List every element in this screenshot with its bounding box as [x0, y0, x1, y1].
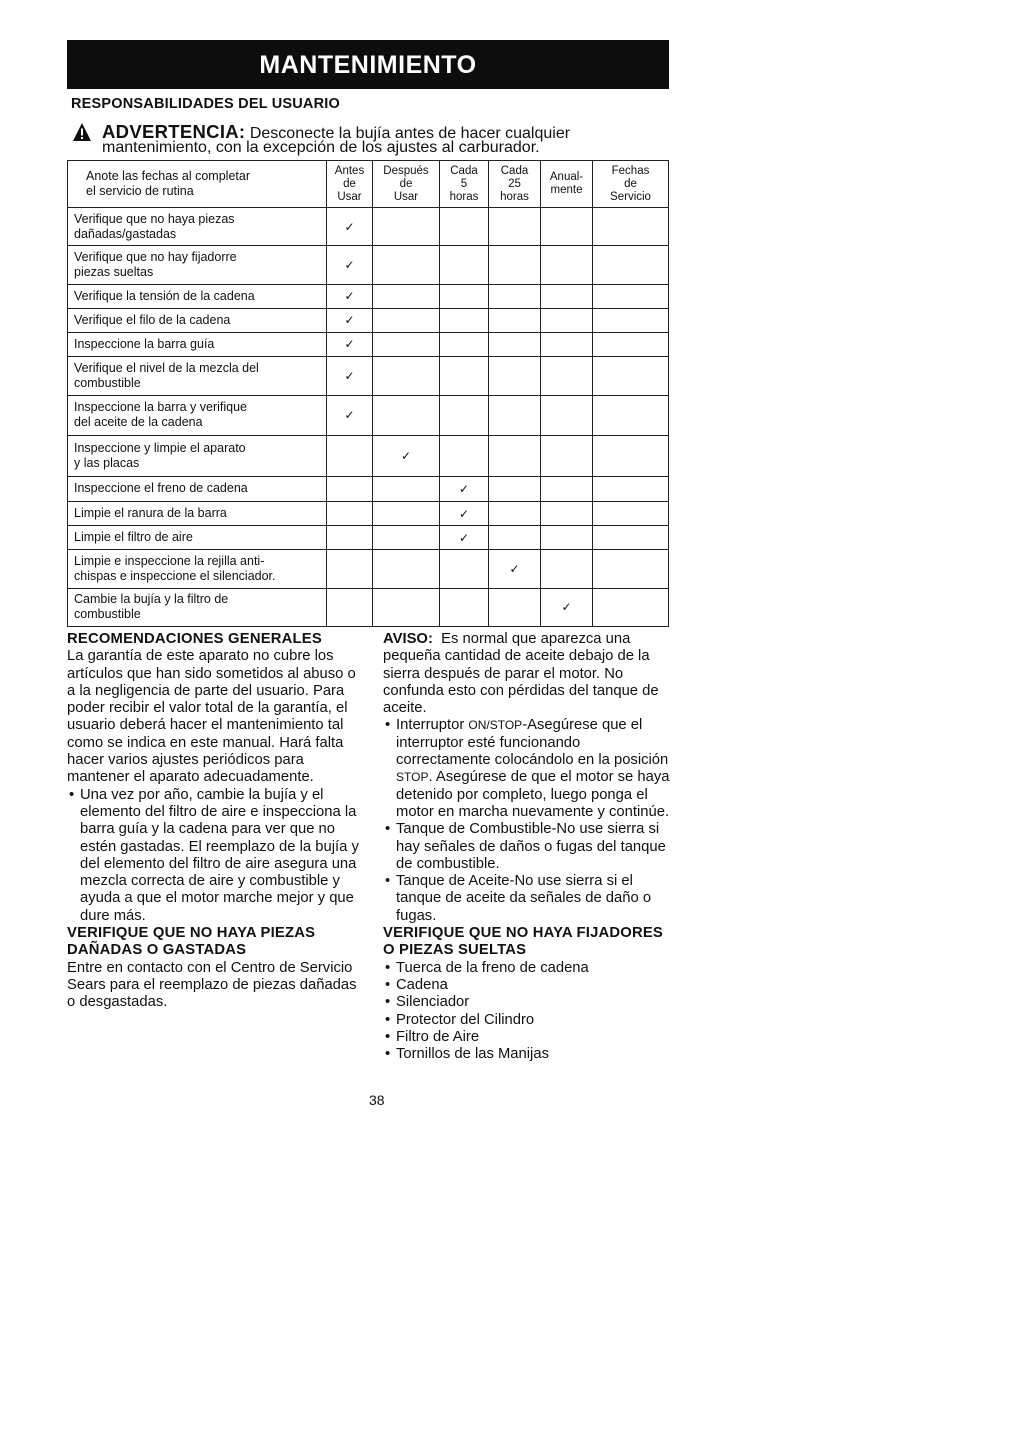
schedule-cell [541, 246, 593, 284]
schedule-cell [593, 396, 669, 435]
table-row [68, 308, 669, 332]
schedule-cell [373, 396, 440, 435]
column-header: Anual- mente [541, 161, 593, 208]
schedule-cell [541, 396, 593, 435]
checkmark-icon: ✓ [561, 600, 572, 615]
task-cell: Inspeccione la barra y verifique del aceite de la cadena [68, 396, 327, 435]
schedule-cell [541, 476, 593, 501]
loose-parts-heading: VERIFIQUE QUE NO HAYA FIJADORES O PIEZAS SUELTAS [383, 925, 663, 959]
schedule-cell [440, 588, 489, 626]
schedule-cell [327, 502, 373, 526]
schedule-cell [541, 550, 593, 588]
schedule-cell [327, 332, 373, 356]
schedule-cell [440, 526, 489, 550]
schedule-cell [593, 588, 669, 626]
schedule-cell [593, 246, 669, 284]
table-row [68, 396, 669, 435]
checkmark-icon: ✓ [344, 313, 355, 328]
loose-parts-list [383, 960, 675, 1064]
schedule-cell [440, 357, 489, 396]
schedule-cell [373, 526, 440, 550]
checkmark-icon: ✓ [344, 408, 355, 423]
schedule-cell [440, 308, 489, 332]
schedule-cell [489, 284, 541, 308]
left-column [67, 631, 359, 1012]
responsibilities-heading: RESPONSABILIDADES DEL USUARIO [71, 96, 340, 112]
schedule-cell [327, 526, 373, 550]
schedule-cell [541, 435, 593, 476]
schedule-cell [541, 208, 593, 246]
list-item: • Silenciador [383, 994, 675, 1011]
schedule-cell [373, 435, 440, 476]
schedule-cell [327, 588, 373, 626]
table-row [68, 357, 669, 396]
schedule-cell [327, 476, 373, 501]
schedule-cell [593, 502, 669, 526]
schedule-cell [327, 308, 373, 332]
list-item: • Una vez por año, cambie la bujía y el elemento del filtro de aire e inspecciona la barra guía y la cadena para ver que no estén gastadas. El reemplazo de la bujía y del elemento del filtro de aire asegura una mezcla correcta de aire y combustible y ayuda a que el motor marche mejor y que dure más. [67, 787, 359, 925]
schedule-cell [440, 502, 489, 526]
task-cell: Limpie e inspeccione la rejilla anti- chispas e inspeccione el silenciador. [68, 550, 327, 588]
schedule-cell [373, 357, 440, 396]
task-cell: Inspeccione el freno de cadena [68, 476, 327, 501]
table-row [68, 246, 669, 284]
maintenance-schedule-table [67, 160, 669, 627]
schedule-cell [593, 526, 669, 550]
schedule-cell [373, 308, 440, 332]
task-cell: Inspeccione la barra guía [68, 332, 327, 356]
schedule-cell [593, 550, 669, 588]
schedule-cell [327, 550, 373, 588]
damaged-parts-text: Entre en contacto con el Centro de Servicio Sears para el reemplazo de piezas dañadas o desgastadas. [67, 959, 357, 1011]
schedule-cell [489, 332, 541, 356]
checkmark-icon: ✓ [509, 562, 520, 577]
schedule-cell [327, 246, 373, 284]
schedule-cell [541, 526, 593, 550]
table-row [68, 476, 669, 501]
column-header: Fechas de Servicio [593, 161, 669, 208]
schedule-cell [440, 284, 489, 308]
task-cell: Limpie el ranura de la barra [68, 502, 327, 526]
schedule-cell [373, 550, 440, 588]
schedule-cell [327, 435, 373, 476]
list-item: • Protector del Cilindro [383, 1012, 675, 1029]
list-item: • Tornillos de las Manijas [383, 1046, 675, 1063]
warning-label: ADVERTENCIA: [102, 121, 246, 142]
schedule-cell [489, 246, 541, 284]
schedule-cell [593, 284, 669, 308]
checkmark-icon: ✓ [344, 289, 355, 304]
page-title: MANTENIMIENTO [67, 40, 669, 89]
table-row [68, 526, 669, 550]
schedule-cell [373, 476, 440, 501]
checkmark-icon: ✓ [344, 337, 355, 352]
notice-paragraph [383, 631, 675, 717]
schedule-cell [541, 332, 593, 356]
schedule-cell [541, 284, 593, 308]
schedule-cell [489, 588, 541, 626]
list-item: • Interruptor ON/STOP-Asegúrese que el interruptor esté funcionando correctamente colocándolo en la posición STOP. Asegúrese de que el motor se haya detenido por completo, luego ponga el motor en marcha nuevamente y continúe. [383, 717, 675, 821]
checkmark-icon: ✓ [344, 219, 355, 234]
task-column-header: Anote las fechas al completar el servicio de rutina [68, 161, 327, 208]
task-cell: Verifique el filo de la cadena [68, 308, 327, 332]
right-column [383, 631, 675, 1063]
schedule-cell [593, 332, 669, 356]
schedule-cell [440, 246, 489, 284]
task-cell: Limpie el filtro de aire [68, 526, 327, 550]
schedule-cell [541, 357, 593, 396]
schedule-cell [327, 208, 373, 246]
list-item: • Filtro de Aire [383, 1029, 675, 1046]
page-number: 38 [369, 1092, 385, 1108]
schedule-cell [489, 308, 541, 332]
table-row [68, 435, 669, 476]
schedule-cell [489, 357, 541, 396]
column-header: Después de Usar [373, 161, 440, 208]
schedule-cell [489, 502, 541, 526]
schedule-cell [373, 284, 440, 308]
schedule-cell [593, 208, 669, 246]
schedule-cell [327, 284, 373, 308]
table-row [68, 208, 669, 246]
schedule-cell [373, 246, 440, 284]
schedule-cell [327, 357, 373, 396]
schedule-cell [440, 476, 489, 501]
checkmark-icon: ✓ [400, 448, 412, 463]
schedule-cell [541, 588, 593, 626]
checkmark-icon: ✓ [458, 481, 470, 496]
schedule-cell [373, 332, 440, 356]
schedule-cell [440, 396, 489, 435]
list-item: • Tanque de Combustible-No use sierra si hay señales de daños o fugas del tanque de combustible. [383, 821, 675, 873]
table-row [68, 550, 669, 588]
checkmark-icon: ✓ [344, 369, 355, 384]
schedule-cell [373, 588, 440, 626]
notice-label: AVISO: [383, 631, 433, 647]
general-recommendations-text: La garantía de este aparato no cubre los artículos que han sido sometidos al abuso o a la negligencia de parte del usuario. Para poder recibir el valor total de la garantía, el usuario deberá hacer el mantenimiento tal como se indica en este manual. Hará falta hacer varios ajustes periódicos para mantener el aparato adecuadamente. [67, 648, 356, 786]
schedule-cell [373, 502, 440, 526]
list-item: • Tuerca de la freno de cadena [383, 960, 675, 977]
table-row [68, 332, 669, 356]
task-cell: Verifique el nivel de la mezcla del combustible [68, 357, 327, 396]
schedule-cell [440, 208, 489, 246]
damaged-parts-heading: VERIFIQUE QUE NO HAYA PIEZAS DAÑADAS O GASTADAS [67, 925, 316, 959]
schedule-cell [489, 208, 541, 246]
checkmark-icon: ✓ [458, 506, 470, 521]
schedule-cell [593, 435, 669, 476]
schedule-cell [327, 396, 373, 435]
table-row [68, 502, 669, 526]
task-cell: Verifique la tensión de la cadena [68, 284, 327, 308]
schedule-cell [489, 396, 541, 435]
schedule-cell [541, 502, 593, 526]
checkmark-icon: ✓ [344, 257, 355, 272]
warning-text-2: mantenimiento, con la excepción de los ajustes al carburador. [102, 139, 540, 156]
list-item: • Cadena [383, 977, 675, 994]
notice-text: Es normal que aparezca una pequeña cantidad de aceite debajo de la sierra después de parar el motor. No confunda esto con pérdidas del tanque de aceite. [383, 631, 659, 717]
task-cell: Cambie la bujía y la filtro de combustible [68, 588, 327, 626]
schedule-cell [593, 476, 669, 501]
schedule-cell [373, 208, 440, 246]
column-header: Cada 25 horas [489, 161, 541, 208]
schedule-cell [440, 332, 489, 356]
warning-text-1: Desconecte la bujía antes de hacer cualquier [249, 125, 571, 142]
schedule-cell [489, 526, 541, 550]
checkmark-icon: ✓ [458, 530, 470, 545]
schedule-cell [489, 435, 541, 476]
inspection-bullets [383, 717, 675, 925]
task-cell: Verifique que no haya piezas dañadas/gastadas [68, 208, 327, 246]
schedule-cell [440, 550, 489, 588]
column-header: Antes de Usar [327, 161, 373, 208]
list-item: • Tanque de Aceite-No use sierra si el tanque de aceite da señales de daño o fugas. [383, 873, 675, 925]
task-cell: Verifique que no hay fijadorre piezas sueltas [68, 246, 327, 284]
task-cell: Inspeccione y limpie el aparato y las placas [68, 435, 327, 476]
general-bullets [67, 787, 359, 925]
column-header: Cada 5 horas [440, 161, 489, 208]
schedule-cell [489, 550, 541, 588]
warning-triangle-icon [72, 122, 92, 142]
table-row [68, 284, 669, 308]
table-row [68, 588, 669, 626]
schedule-cell [440, 435, 489, 476]
table-header-row [68, 161, 669, 208]
general-recommendations-heading: RECOMENDACIONES GENERALES [67, 631, 322, 647]
schedule-cell [593, 357, 669, 396]
schedule-cell [489, 476, 541, 501]
schedule-cell [541, 308, 593, 332]
schedule-cell [593, 308, 669, 332]
